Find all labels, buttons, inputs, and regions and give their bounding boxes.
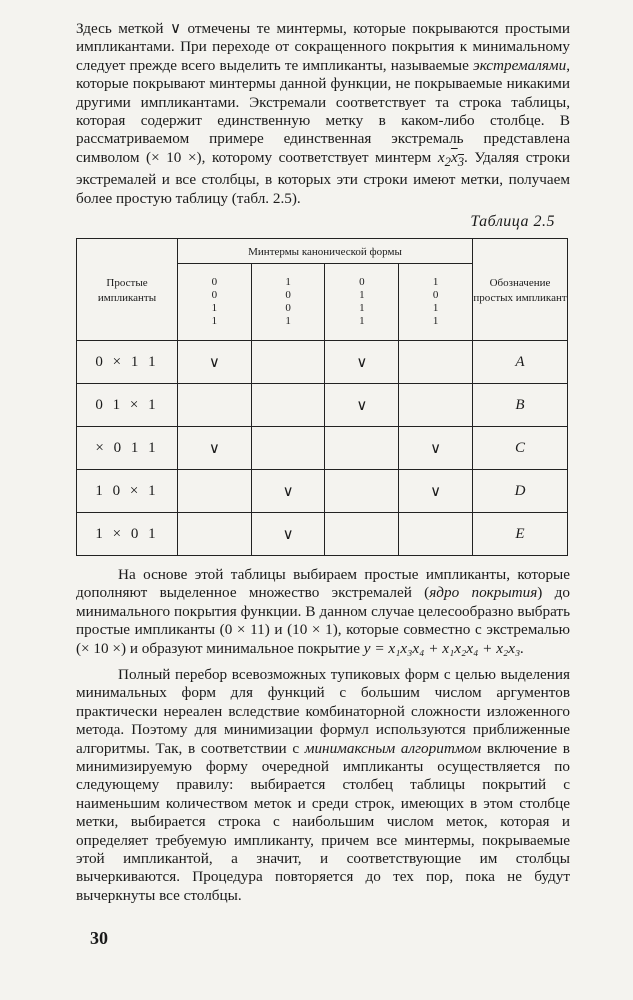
implicant-letter: D [473, 470, 568, 513]
minterm-bit: 1 [359, 315, 365, 327]
header-minterms: Минтермы канонической формы [178, 239, 473, 264]
coverage-mark: ∨ [178, 427, 252, 470]
coverage-mark [399, 341, 473, 384]
paragraph-minimax: Полный перебор всевозможных тупиковых форм с целью выделения минимальных форм для функций с большим числом аргументов практически нереален вследствие комбинаторной сложности изложенного метода. Поэтому для минимизации формул используются приближенные алгоритмы. Так, в соответствии с минимаксным алгоритмом включение в минимизируемую форму очередной импликанты осуществляется по следующему правилу: выбирается столбец таблицы покрытий с наименьшим количеством меток и среди строк, имеющих в этом столбце метки, выбирается строка с наибольшим числом меток, которая и определяет требуемую импликанту, причем все минтермы, покрываемые этой импликантой, а значит, и соответствующие им столбцы вычеркиваются. Процедура повторяется до тех пор, пока не будут вычеркнуты все столбцы. [76, 666, 570, 904]
header-prime-implicants: Простые импликанты [77, 239, 178, 341]
minterm-bit: 0 [211, 276, 218, 288]
table-row [77, 341, 568, 384]
table-row [77, 427, 568, 470]
minterm-bit: 1 [359, 302, 365, 314]
minterm-column-header [178, 264, 252, 341]
table-row [77, 384, 568, 427]
coverage-mark [325, 427, 399, 470]
minterm-bit: 1 [285, 315, 291, 327]
minterm-bit: 1 [211, 302, 218, 314]
coverage-mark [178, 470, 252, 513]
implicant-code: 1 × 0 1 [77, 513, 178, 556]
coverage-mark: ∨ [399, 427, 473, 470]
minterm-bit: 0 [285, 302, 291, 314]
header-designation: Обозначение простых импликант [473, 239, 568, 341]
minterm-bit: 1 [432, 315, 439, 327]
minterm-bit: 1 [211, 315, 218, 327]
table-row [77, 470, 568, 513]
coverage-mark [178, 384, 252, 427]
coverage-mark [251, 384, 325, 427]
minterm-column-header [399, 264, 473, 341]
minterm-bit: 0 [359, 276, 365, 288]
minterm-column-header [251, 264, 325, 341]
paragraph-core-cover: На основе этой таблицы выбираем простые импликанты, которые дополняют выделенное множество экстремалей (ядро покрытия) до минимального покрытия функции. В данном случае целесообразно выбрать простые импликанты (0 × 11) и (10 × 1), которые совместно с экстремалью (× 10 ×) и образуют минимальное покрытие y = x₁x₃x₄ + x₁x₂x₄ + x₂x₃. [76, 566, 570, 657]
implicant-code: 1 0 × 1 [77, 470, 178, 513]
implicant-letter: A [473, 341, 568, 384]
coverage-mark [399, 513, 473, 556]
coverage-mark: ∨ [399, 470, 473, 513]
page-number: 30 [90, 928, 108, 948]
coverage-mark [399, 384, 473, 427]
implicant-code: × 0 1 1 [77, 427, 178, 470]
table-row [77, 513, 568, 556]
coverage-mark: ∨ [251, 470, 325, 513]
minterm-bit: 1 [432, 276, 439, 288]
coverage-mark: ∨ [325, 341, 399, 384]
coverage-mark [325, 513, 399, 556]
table-caption: Таблица 2.5 [470, 213, 555, 230]
coverage-mark [325, 470, 399, 513]
implicant-letter: B [473, 384, 568, 427]
coverage-mark: ∨ [325, 384, 399, 427]
coverage-mark: ∨ [178, 341, 252, 384]
implicant-code: 0 1 × 1 [77, 384, 178, 427]
coverage-mark [178, 513, 252, 556]
implicant-letter: E [473, 513, 568, 556]
minterm-bit: 1 [285, 276, 291, 288]
coverage-mark [251, 341, 325, 384]
minterm-bit: 0 [211, 289, 218, 301]
implicant-code: 0 × 1 1 [77, 341, 178, 384]
coverage-mark: ∨ [251, 513, 325, 556]
coverage-table [76, 238, 568, 556]
minterm-bit: 0 [285, 289, 291, 301]
coverage-mark [251, 427, 325, 470]
minterm-bit: 0 [432, 289, 439, 301]
minterm-column-header [325, 264, 399, 341]
paragraph-extremals: Здесь меткой ∨ отмечены те минтермы, которые покрываются простыми импликантами. При переходе от сокращенного покрытия к минимальному следует прежде всего выделить те импликанты, называемые экстремалями, которые покрывают минтермы данной функции, не покрываемые никакими другими импликантами. Экстремали соответствует та строка таблицы, которая содержит единственную метку в каком-либо столбце. В рассматриваемом примере единственная экстремаль представлена символом (× 10 ×), которому соответствует минтерм $x_2x_3$. Удаляя строки экстремалей и все столбцы, в которых эти строки имеют метки, получаем более простую таблицу (табл. 2.5). [76, 20, 570, 207]
implicant-letter: C [473, 427, 568, 470]
minterm-bit: 1 [432, 302, 439, 314]
minterm-bit: 1 [359, 289, 365, 301]
